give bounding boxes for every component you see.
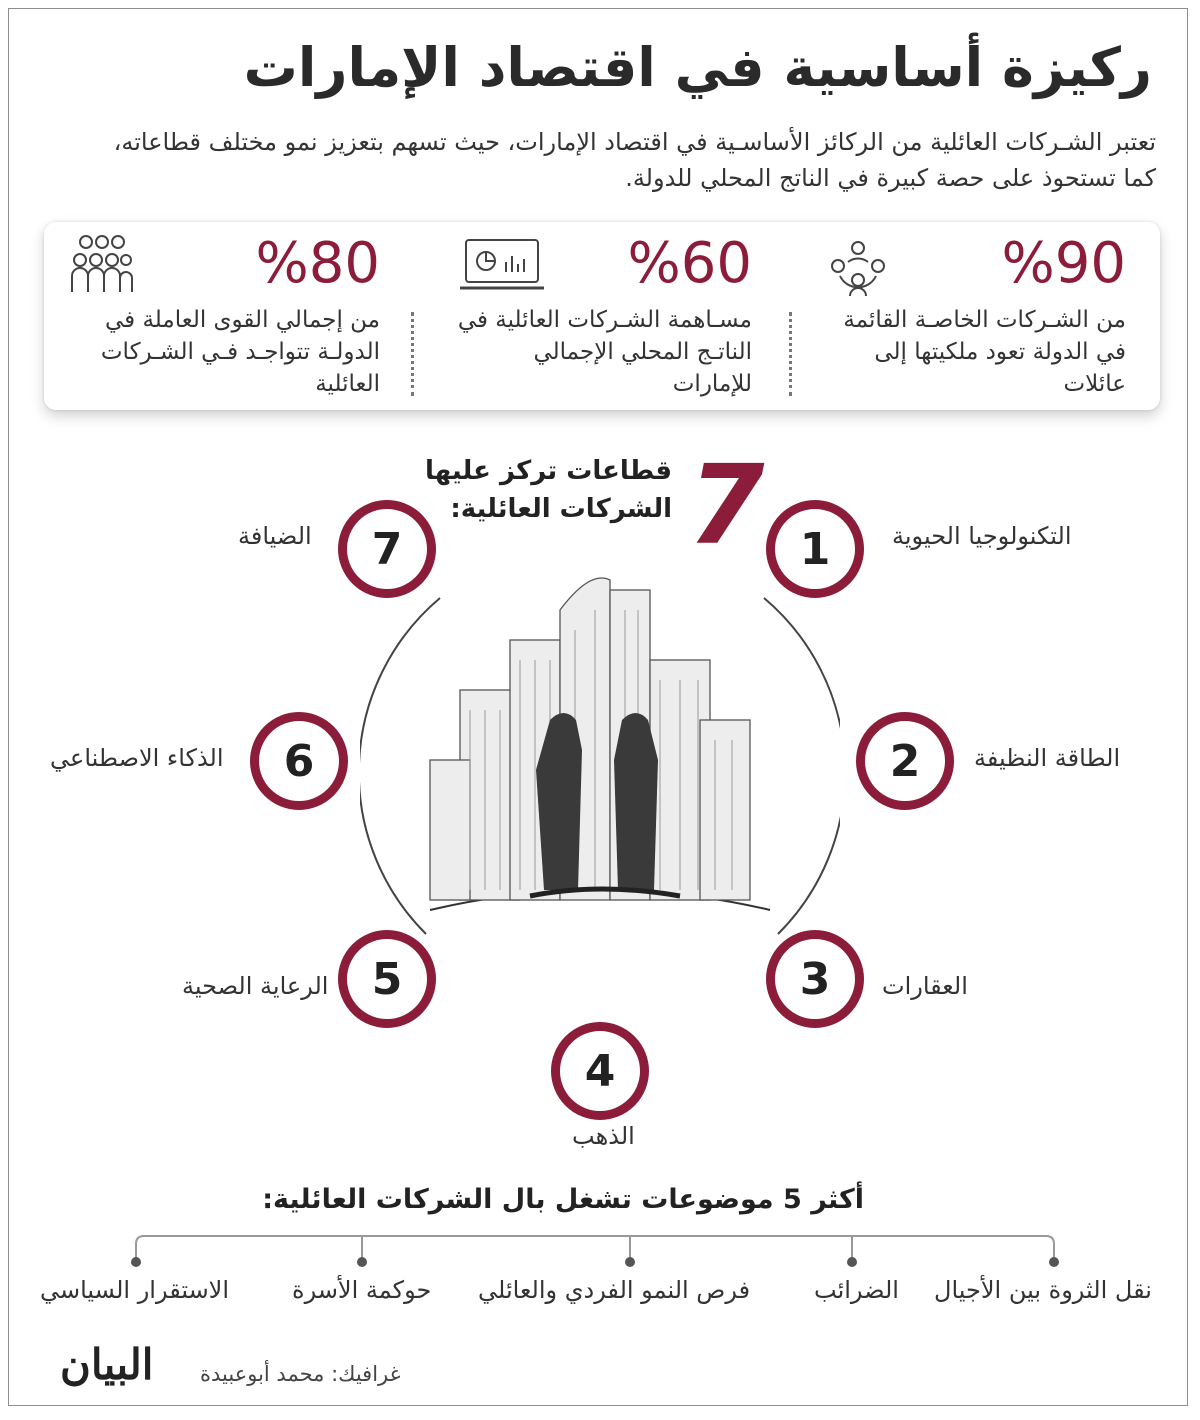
sector-5-badge: 5 <box>338 930 436 1028</box>
sector-4-label: الذهب <box>572 1122 635 1150</box>
topics-connector <box>120 1222 1070 1272</box>
workforce-icon <box>66 232 136 302</box>
stat-3-value: %80 <box>255 231 380 296</box>
laptop-chart-icon <box>460 236 544 300</box>
sector-6-label: الذكاء الاصطناعي <box>50 744 224 772</box>
page-title: ركيزة أساسية في اقتصاد الإمارات <box>243 36 1152 99</box>
topics-title: أكثر 5 موضوعات تشغل بال الشركات العائلية: <box>262 1184 864 1215</box>
stat-2-value: %60 <box>627 231 752 296</box>
sectors-heading-line-1: قطاعات تركز عليها <box>424 456 672 486</box>
intro-paragraph <box>46 124 1156 196</box>
intro-line-2: كما تستحوذ على حصة كبيرة في الناتج المحلي للدولة. <box>625 164 1156 192</box>
stat-1-value: %90 <box>1001 231 1126 296</box>
topic-1: نقل الثروة بين الأجيال <box>934 1276 1152 1304</box>
sector-5-label: الرعاية الصحية <box>182 972 329 1000</box>
sector-3-badge: 3 <box>766 930 864 1028</box>
publisher-logo: البيان <box>60 1340 154 1389</box>
sector-7-label: الضيافة <box>238 522 312 550</box>
intro-line-1: تعتبر الشـركات العائلية من الركائز الأساسـية في اقتصاد الإمارات، حيث تسهم بتعزيز نمو مختلف قطاعاته، <box>113 128 1156 156</box>
sectors-heading-line-2: الشركات العائلية: <box>450 494 672 524</box>
stat-divider-2 <box>411 312 414 396</box>
people-network-icon <box>826 236 890 304</box>
sectors-heading <box>425 452 672 528</box>
central-illustration <box>360 570 840 990</box>
graphic-credit: غرافيك: محمد أبوعبيدة <box>200 1362 401 1386</box>
sector-2-badge: 2 <box>856 712 954 810</box>
stat-2-text: مسـاهمة الشـركات العائلية في الناتـج المحلي الإجمالي للإمارات <box>457 307 752 397</box>
sectors-count: 7 <box>688 441 765 569</box>
topic-3: فرص النمو الفردي والعائلي <box>478 1276 751 1304</box>
sector-7-badge: 7 <box>338 500 436 598</box>
topic-4: حوكمة الأسرة <box>292 1276 432 1304</box>
sector-6-badge: 6 <box>250 712 348 810</box>
sector-1-badge: 1 <box>766 500 864 598</box>
topic-5: الاستقرار السياسي <box>40 1276 230 1304</box>
stats-card <box>44 222 1160 410</box>
sector-3-label: العقارات <box>882 972 968 1000</box>
sector-1-label: التكنولوجيا الحيوية <box>892 522 1072 550</box>
stat-1-text: من الشـركات الخاصـة القائمة في الدولة تعود ملكيتها إلى عائلات <box>843 307 1126 397</box>
stat-divider-1 <box>789 312 792 396</box>
sector-2-label: الطاقة النظيفة <box>974 744 1121 772</box>
topic-2: الضرائب <box>814 1276 899 1304</box>
sector-4-badge: 4 <box>551 1022 649 1120</box>
stat-3-text: من إجمالي القوى العاملة في الدولـة تتواجـد فـي الشـركات العائلية <box>100 307 380 397</box>
